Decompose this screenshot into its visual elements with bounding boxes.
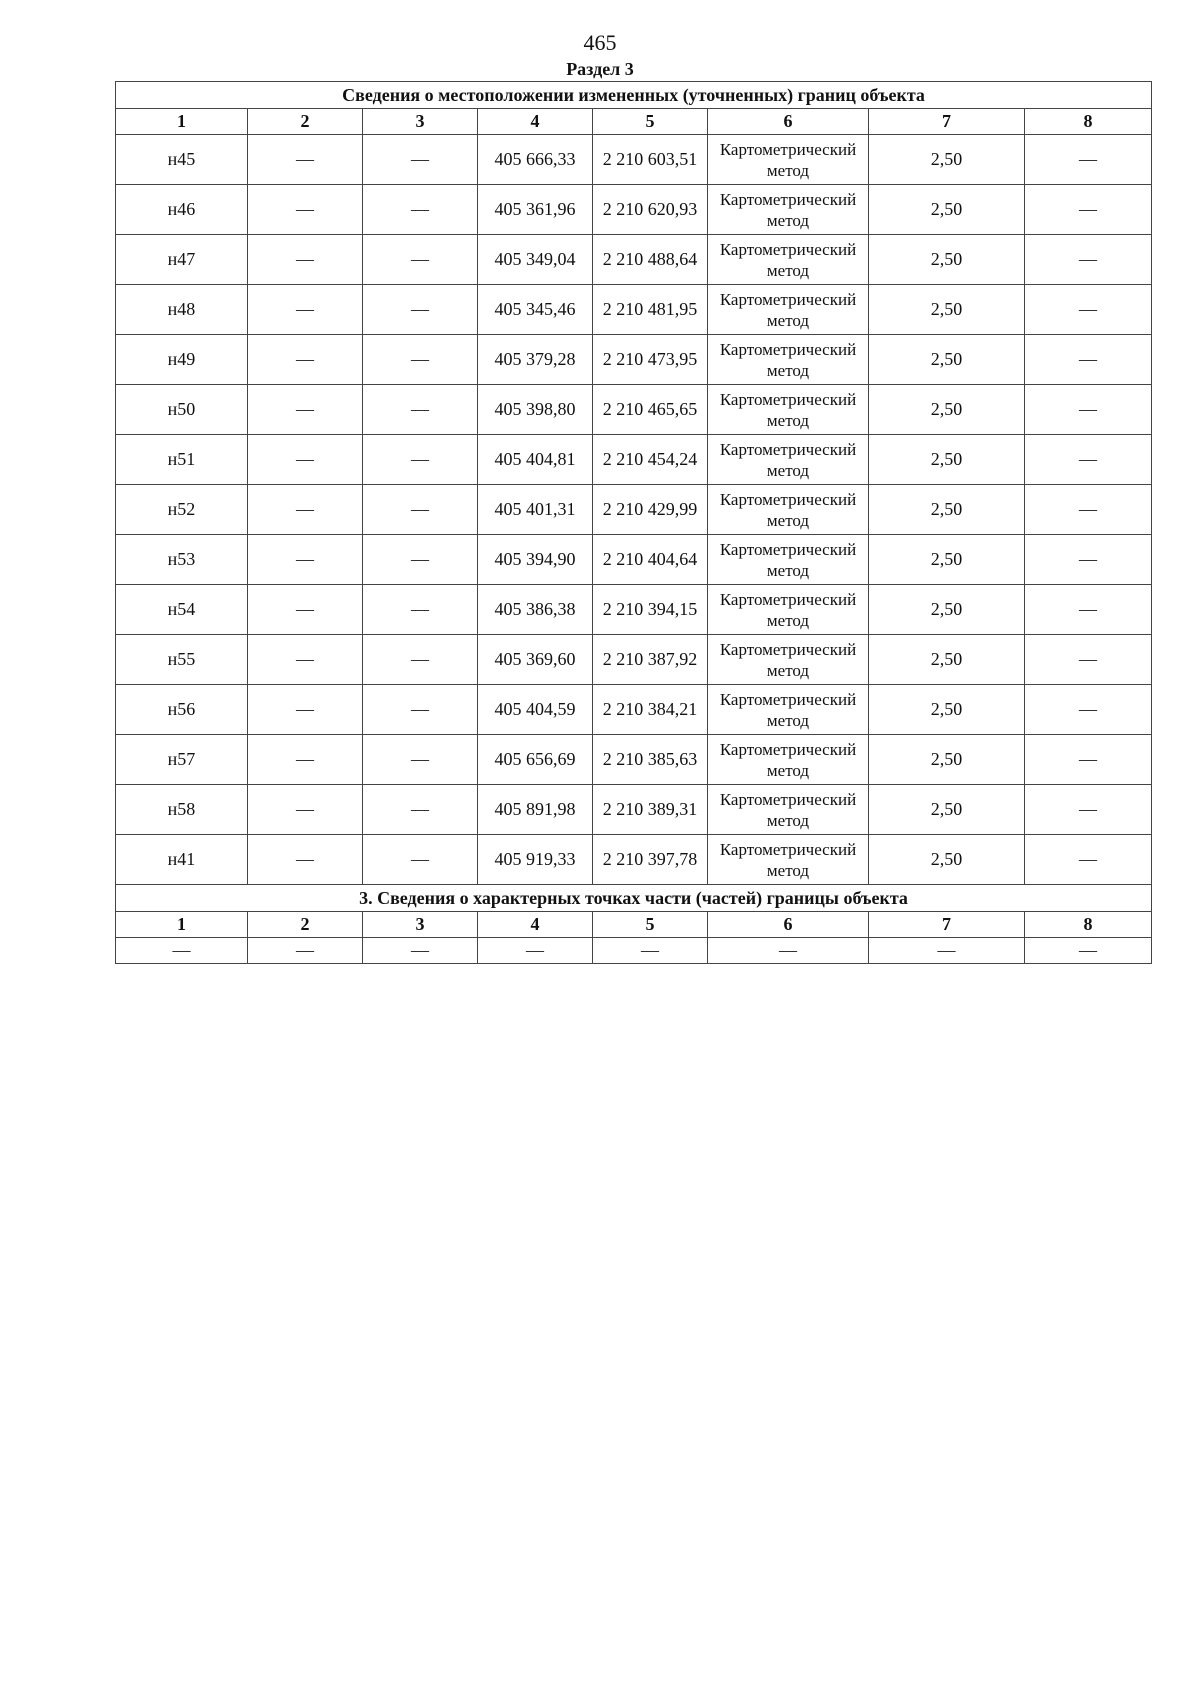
section-caption: 3. Сведения о характерных точках части (частей) границы объекта [116,885,1152,912]
table-row [116,385,1152,435]
point-name-cell: н45 [116,135,248,185]
y-coordinate-cell: 2 210 385,63 [593,735,708,785]
y-coordinate-cell: 2 210 465,65 [593,385,708,435]
accuracy-cell: 2,50 [869,685,1025,735]
x-coordinate-cell: 405 891,98 [478,785,593,835]
x-coordinate-cell: 405 369,60 [478,635,593,685]
x-coordinate-cell: 405 404,59 [478,685,593,735]
empty-value-cell: — [248,585,363,635]
x-coordinate-cell: 405 404,81 [478,435,593,485]
empty-value-cell: — [1025,485,1152,535]
method-cell: Картометрический метод [708,435,869,485]
point-name-cell: н41 [116,835,248,885]
empty-value-cell: — [1025,385,1152,435]
point-name-cell: н51 [116,435,248,485]
table-row [116,835,1152,885]
point-name-cell: н54 [116,585,248,635]
column-header: 1 [116,912,248,938]
accuracy-cell: 2,50 [869,785,1025,835]
empty-value-cell: — [248,235,363,285]
column-header: 7 [869,109,1025,135]
column-header: 4 [478,109,593,135]
accuracy-cell: 2,50 [869,585,1025,635]
x-coordinate-cell: 405 394,90 [478,535,593,585]
accuracy-cell: 2,50 [869,235,1025,285]
y-coordinate-cell: 2 210 389,31 [593,785,708,835]
empty-value-cell: — [1025,435,1152,485]
column-header-row [116,109,1152,135]
empty-value-cell: — [1025,535,1152,585]
column-header: 2 [248,109,363,135]
empty-value-cell: — [248,635,363,685]
table-row [116,585,1152,635]
point-name-cell: н53 [116,535,248,585]
empty-value-cell: — [708,938,869,964]
x-coordinate-cell: 405 398,80 [478,385,593,435]
method-cell: Картометрический метод [708,785,869,835]
y-coordinate-cell: 2 210 488,64 [593,235,708,285]
accuracy-cell: 2,50 [869,385,1025,435]
accuracy-cell: 2,50 [869,835,1025,885]
table-row [116,938,1152,964]
x-coordinate-cell: 405 656,69 [478,735,593,785]
method-cell: Картометрический метод [708,335,869,385]
y-coordinate-cell: 2 210 387,92 [593,635,708,685]
empty-value-cell: — [248,385,363,435]
empty-value-cell: — [1025,185,1152,235]
accuracy-cell: 2,50 [869,485,1025,535]
x-coordinate-cell: 405 666,33 [478,135,593,185]
empty-value-cell: — [248,785,363,835]
point-name-cell: н58 [116,785,248,835]
column-header: 5 [593,109,708,135]
y-coordinate-cell: 2 210 620,93 [593,185,708,235]
empty-value-cell: — [1025,585,1152,635]
accuracy-cell: 2,50 [869,335,1025,385]
empty-value-cell: — [248,135,363,185]
table-row [116,685,1152,735]
y-coordinate-cell: 2 210 397,78 [593,835,708,885]
x-coordinate-cell: 405 379,28 [478,335,593,385]
point-name-cell: н50 [116,385,248,435]
empty-value-cell: — [248,835,363,885]
empty-value-cell: — [1025,235,1152,285]
table-row [116,735,1152,785]
empty-value-cell: — [1025,685,1152,735]
accuracy-cell: 2,50 [869,285,1025,335]
method-cell: Картометрический метод [708,685,869,735]
empty-value-cell: — [593,938,708,964]
y-coordinate-cell: 2 210 454,24 [593,435,708,485]
empty-value-cell: — [1025,635,1152,685]
column-header: 8 [1025,109,1152,135]
accuracy-cell: 2,50 [869,635,1025,685]
empty-value-cell: — [248,938,363,964]
empty-value-cell: — [1025,735,1152,785]
empty-value-cell: — [1025,335,1152,385]
point-name-cell: н57 [116,735,248,785]
x-coordinate-cell: 405 386,38 [478,585,593,635]
method-cell: Картометрический метод [708,385,869,435]
page-number: 465 [583,30,617,55]
empty-value-cell: — [363,585,478,635]
point-name-cell: н46 [116,185,248,235]
empty-value-cell: — [363,135,478,185]
column-header: 6 [708,912,869,938]
column-header-row [116,912,1152,938]
y-coordinate-cell: 2 210 394,15 [593,585,708,635]
empty-value-cell: — [869,938,1025,964]
empty-value-cell: — [363,435,478,485]
point-name-cell: н52 [116,485,248,535]
column-header: 7 [869,912,1025,938]
empty-value-cell: — [248,185,363,235]
empty-value-cell: — [478,938,593,964]
empty-value-cell: — [248,685,363,735]
accuracy-cell: 2,50 [869,535,1025,585]
method-cell: Картометрический метод [708,135,869,185]
column-header: 1 [116,109,248,135]
accuracy-cell: 2,50 [869,135,1025,185]
table-row [116,285,1152,335]
method-cell: Картометрический метод [708,285,869,335]
table-row [116,185,1152,235]
empty-value-cell: — [363,685,478,735]
empty-value-cell: — [248,485,363,535]
x-coordinate-cell: 405 349,04 [478,235,593,285]
column-header: 2 [248,912,363,938]
y-coordinate-cell: 2 210 603,51 [593,135,708,185]
column-header: 5 [593,912,708,938]
point-name-cell: н48 [116,285,248,335]
accuracy-cell: 2,50 [869,735,1025,785]
empty-value-cell: — [248,735,363,785]
x-coordinate-cell: 405 345,46 [478,285,593,335]
table-row [116,535,1152,585]
column-header: 3 [363,912,478,938]
y-coordinate-cell: 2 210 429,99 [593,485,708,535]
empty-value-cell: — [248,335,363,385]
point-name-cell: н47 [116,235,248,285]
method-cell: Картометрический метод [708,485,869,535]
column-header: 6 [708,109,869,135]
column-header: 3 [363,109,478,135]
empty-value-cell: — [363,385,478,435]
table-row [116,435,1152,485]
method-cell: Картометрический метод [708,585,869,635]
empty-value-cell: — [1025,835,1152,885]
method-cell: Картометрический метод [708,735,869,785]
empty-value-cell: — [1025,938,1152,964]
empty-value-cell: — [363,285,478,335]
section-caption-row [116,885,1152,912]
table-row [116,635,1152,685]
x-coordinate-cell: 405 919,33 [478,835,593,885]
table-row [116,235,1152,285]
table-body [116,82,1152,964]
y-coordinate-cell: 2 210 404,64 [593,535,708,585]
empty-value-cell: — [363,485,478,535]
method-cell: Картометрический метод [708,635,869,685]
empty-value-cell: — [363,185,478,235]
accuracy-cell: 2,50 [869,435,1025,485]
empty-value-cell: — [363,938,478,964]
table-row [116,485,1152,535]
y-coordinate-cell: 2 210 384,21 [593,685,708,735]
method-cell: Картометрический метод [708,535,869,585]
method-cell: Картометрический метод [708,185,869,235]
empty-value-cell: — [1025,285,1152,335]
section-title: Раздел 3 [566,59,634,79]
column-header: 4 [478,912,593,938]
x-coordinate-cell: 405 361,96 [478,185,593,235]
empty-value-cell: — [363,835,478,885]
empty-value-cell: — [363,635,478,685]
empty-value-cell: — [1025,785,1152,835]
empty-value-cell: — [248,285,363,335]
accuracy-cell: 2,50 [869,185,1025,235]
table-row [116,785,1152,835]
point-name-cell: н55 [116,635,248,685]
empty-value-cell: — [363,335,478,385]
boundary-points-table [115,81,1152,964]
empty-value-cell: — [363,235,478,285]
empty-value-cell: — [116,938,248,964]
point-name-cell: н56 [116,685,248,735]
empty-value-cell: — [1025,135,1152,185]
table-caption: Сведения о местоположении измененных (уточненных) границ объекта [116,82,1152,109]
table-row [116,135,1152,185]
table-caption-row [116,82,1152,109]
y-coordinate-cell: 2 210 481,95 [593,285,708,335]
empty-value-cell: — [363,785,478,835]
empty-value-cell: — [363,535,478,585]
point-name-cell: н49 [116,335,248,385]
method-cell: Картометрический метод [708,835,869,885]
method-cell: Картометрический метод [708,235,869,285]
empty-value-cell: — [248,435,363,485]
empty-value-cell: — [248,535,363,585]
column-header: 8 [1025,912,1152,938]
table-row [116,335,1152,385]
empty-value-cell: — [363,735,478,785]
y-coordinate-cell: 2 210 473,95 [593,335,708,385]
x-coordinate-cell: 405 401,31 [478,485,593,535]
